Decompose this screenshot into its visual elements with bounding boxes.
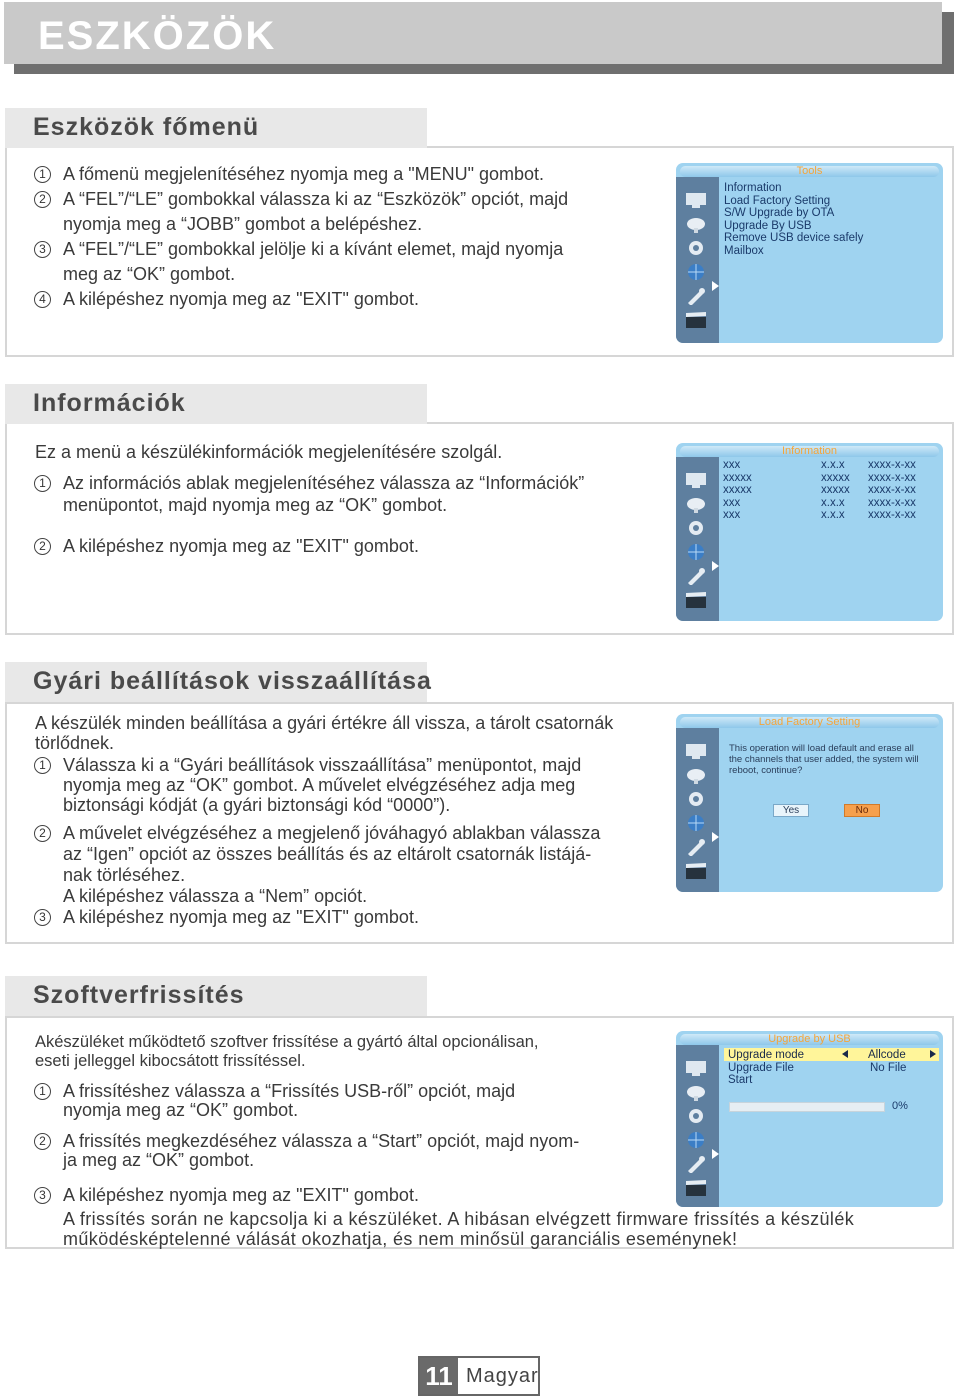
- clapper-icon: [684, 862, 708, 880]
- menu-item[interactable]: Upgrade By USB: [724, 219, 812, 232]
- progress-text: 0%: [892, 1100, 908, 1112]
- menu-item[interactable]: Information: [724, 182, 782, 194]
- info-cell: xxxxx: [821, 484, 850, 496]
- step-text: A művelet elvégzéséhez a megjelenő jóváhagyó ablakban válassza: [63, 823, 601, 843]
- tools-menu-screen: [676, 163, 943, 343]
- satellite-icon: [684, 766, 708, 784]
- satellite-icon: [684, 495, 708, 513]
- yes-button[interactable]: Yes: [773, 804, 809, 817]
- arrow-right-icon: [712, 832, 719, 842]
- step-text: A kilépéshez válassza a “Nem” opciót.: [63, 886, 368, 906]
- info-cell: xxx: [723, 496, 741, 509]
- dialog-message: This operation will load default and erase all: [729, 743, 914, 754]
- tools-icon: [684, 287, 708, 305]
- section-title: Szoftverfrissítés: [33, 981, 245, 1009]
- globe-icon: [684, 814, 708, 832]
- upgrade-file-value: No File: [870, 1062, 907, 1074]
- clapper-icon: [684, 311, 708, 329]
- menu-item[interactable]: Load Factory Setting: [724, 194, 831, 207]
- clapper-icon: [684, 1179, 708, 1197]
- intro-text: eseti jelleggel kibocsátott frissítéssel.: [35, 1052, 306, 1070]
- clapper-icon: [684, 591, 708, 609]
- step-text: A kilépéshez nyomja meg az "EXIT" gombot.: [63, 1185, 419, 1205]
- factory-setting-screen: [676, 714, 943, 892]
- arrow-right-icon[interactable]: [930, 1050, 936, 1058]
- upgrade-file-label[interactable]: Upgrade File: [728, 1062, 794, 1074]
- language-label: Magyar: [466, 1365, 539, 1387]
- step-number: 4: [34, 291, 51, 308]
- step-text: A kilépéshez nyomja meg az "EXIT" gombot.: [63, 536, 419, 556]
- section-title: Eszközök főmenü: [33, 113, 260, 141]
- step-text: nyomja meg az “OK” gombot.: [63, 1100, 299, 1120]
- progress-bar: [729, 1102, 885, 1112]
- info-cell: xxxx-x-xx: [868, 471, 916, 484]
- section-tab: [5, 108, 427, 148]
- arrow-right-icon: [712, 1149, 719, 1159]
- intro-text: Akészüléket működtető szoftver frissítése a gyártó által opcionálisan,: [35, 1033, 539, 1051]
- screen-title: Load Factory Setting: [758, 716, 861, 728]
- step-number: 1: [34, 757, 51, 774]
- page-footer: [418, 1356, 540, 1396]
- page-number: 11: [420, 1358, 458, 1394]
- step-text: Válassza ki a “Gyári beállítások visszaállítása” menüpontot, majd: [63, 755, 582, 775]
- tv-icon: [684, 742, 708, 760]
- warning-text: működésképtelenné válását okozhatja, és nem minősül garanciális eseménynek!: [63, 1229, 738, 1249]
- step-number: 2: [34, 538, 51, 555]
- step-number: 1: [34, 475, 51, 492]
- screen-sidebar: [676, 177, 719, 343]
- info-cell: x.x.x: [821, 509, 845, 521]
- step-text: nyomja meg a “JOBB” gombot a belépéshez.: [63, 214, 423, 234]
- step-text: menüpontot, majd nyomja meg az “OK” gombot.: [63, 495, 448, 515]
- section-title: Gyári beállítások visszaállítása: [33, 667, 432, 695]
- info-cell: xxx: [723, 459, 741, 471]
- dialog-message: reboot, continue?: [729, 765, 803, 776]
- tv-icon: [684, 471, 708, 489]
- screen-title: Information: [781, 445, 838, 457]
- upgrade-mode-value: Allcode: [868, 1049, 906, 1061]
- step-number: 3: [34, 1187, 51, 1204]
- step-text: biztonsági kódját (a gyári biztonsági kód “0000”).: [63, 795, 451, 815]
- info-cell: x.x.x: [821, 496, 845, 509]
- info-cell: xxxxx: [821, 471, 850, 484]
- step-text: A “FEL”/“LE” gombokkal jelölje ki a kívánt elemet, majd nyomja: [63, 239, 564, 259]
- satellite-icon: [684, 1083, 708, 1101]
- section-tab: [5, 662, 432, 702]
- screen-title: Tools: [796, 165, 823, 177]
- step-text: Az információs ablak megjelenítéséhez válassza az “Információk”: [63, 473, 585, 493]
- gear-icon: [684, 1107, 708, 1125]
- step-text: nyomja meg az “OK” gombot. A művelet elvégzéséhez adja meg: [63, 775, 576, 795]
- info-cell: xxxxx: [723, 484, 752, 496]
- section-title: Információk: [33, 389, 186, 417]
- step-text: meg az “OK” gombot.: [63, 264, 236, 284]
- gear-icon: [684, 790, 708, 808]
- menu-item[interactable]: Mailbox: [724, 244, 764, 257]
- step-number: 2: [34, 191, 51, 208]
- step-number: 3: [34, 241, 51, 258]
- arrow-left-icon[interactable]: [842, 1050, 848, 1058]
- step-text: nak törléséhez.: [63, 865, 186, 885]
- globe-icon: [684, 1131, 708, 1149]
- menu-item[interactable]: Remove USB device safely: [724, 232, 864, 244]
- tools-icon: [684, 567, 708, 585]
- section-tab: [5, 976, 427, 1016]
- info-cell: xxxx-x-xx: [868, 509, 916, 521]
- step-number: 3: [34, 909, 51, 926]
- step-text: A kilépéshez nyomja meg az "EXIT" gombot.: [63, 907, 419, 927]
- start-button[interactable]: Start: [728, 1074, 753, 1086]
- info-cell: xxxx-x-xx: [868, 496, 916, 509]
- step-number: 2: [34, 825, 51, 842]
- tv-icon: [684, 191, 708, 209]
- step-text: az “Igen” opciót az összes beállítás és az eltárolt csatornák listájá-: [63, 844, 592, 864]
- gear-icon: [684, 239, 708, 257]
- info-cell: xxxx-x-xx: [868, 484, 916, 496]
- arrow-right-icon: [712, 561, 719, 571]
- tools-icon: [684, 1155, 708, 1173]
- intro-text: A készülék minden beállítása a gyári értékre áll vissza, a tárolt csatornák: [35, 713, 614, 733]
- page-title: ESZKÖZÖK: [38, 14, 277, 58]
- no-button[interactable]: No: [844, 804, 880, 817]
- tv-icon: [684, 1059, 708, 1077]
- intro-text: törlődnek.: [35, 733, 115, 753]
- step-text: A frissítéshez válassza a “Frissítés USB-ről” opciót, majd: [63, 1081, 516, 1101]
- satellite-icon: [684, 215, 708, 233]
- globe-icon: [684, 263, 708, 281]
- screen-sidebar: [676, 1045, 719, 1207]
- tools-icon: [684, 838, 708, 856]
- step-text: A főmenü megjelenítéséhez nyomja meg a "MENU" gombot.: [63, 164, 545, 184]
- step-number: 1: [34, 1083, 51, 1100]
- dialog-message: the channels that user added, the system will: [729, 754, 919, 765]
- usb-upgrade-screen: [676, 1031, 943, 1207]
- step-text: A “FEL”/“LE” gombokkal válassza ki az “Eszközök” opciót, majd: [63, 189, 569, 209]
- step-text: ja meg az “OK” gombot.: [63, 1150, 255, 1170]
- intro-text: Ez a menü a készülékinformációk megjelenítésére szolgál.: [35, 442, 503, 462]
- info-cell: xxxxx: [723, 471, 752, 484]
- info-cell: x.x.x: [821, 459, 845, 471]
- info-cell: xxx: [723, 509, 741, 521]
- menu-item[interactable]: S/W Upgrade by OTA: [724, 207, 835, 219]
- information-screen: [676, 443, 943, 621]
- step-text: A kilépéshez nyomja meg az "EXIT" gombot.: [63, 289, 419, 309]
- gear-icon: [684, 519, 708, 537]
- upgrade-mode-label: Upgrade mode: [728, 1049, 805, 1061]
- screen-sidebar: [676, 728, 719, 892]
- step-number: 2: [34, 1133, 51, 1150]
- step-number: 1: [34, 166, 51, 183]
- section-tab: [5, 384, 427, 424]
- warning-text: A frissítés során ne kapcsolja ki a készüléket. A hibásan elvégzett firmware frissítés a készülék: [63, 1209, 855, 1229]
- arrow-right-icon: [712, 281, 719, 291]
- globe-icon: [684, 543, 708, 561]
- info-cell: xxxx-x-xx: [868, 459, 916, 471]
- screen-title: Upgrade by USB: [768, 1033, 851, 1045]
- step-text: A frissítés megkezdéséhez válassza a “Start” opciót, majd nyom-: [63, 1131, 580, 1151]
- screen-sidebar: [676, 457, 719, 621]
